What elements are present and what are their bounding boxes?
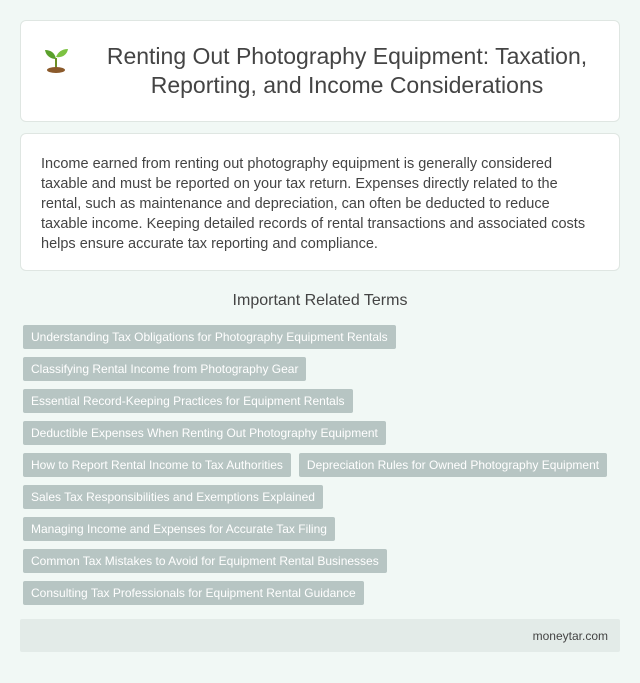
term-row bbox=[23, 453, 623, 485]
footer-site[interactable]: moneytar.com bbox=[532, 628, 608, 643]
related-term-tag[interactable]: Consulting Tax Professionals for Equipment Rental Guidance bbox=[23, 581, 364, 605]
intro-paragraph: Income earned from renting out photography equipment is generally considered taxable and must be reported on your tax return. Expenses directly related to the rental, such as maintenance and depreciation, can often be deducted to reduce taxable income. Keeping detailed records of rental transactions and associated costs helps ensure accurate tax reporting and compliance. bbox=[41, 156, 586, 252]
term-row bbox=[23, 325, 623, 357]
term-row bbox=[23, 389, 623, 421]
footer bbox=[20, 619, 620, 652]
term-row bbox=[23, 421, 623, 453]
term-row bbox=[23, 357, 623, 389]
related-term-tag[interactable]: Common Tax Mistakes to Avoid for Equipment Rental Businesses bbox=[23, 549, 387, 573]
title-card bbox=[20, 20, 620, 122]
term-row bbox=[23, 581, 623, 613]
related-term-tag[interactable]: Sales Tax Responsibilities and Exemptions Explained bbox=[23, 485, 323, 509]
related-term-tag[interactable]: Understanding Tax Obligations for Photography Equipment Rentals bbox=[23, 325, 396, 349]
related-term-tag[interactable]: How to Report Rental Income to Tax Authorities bbox=[23, 453, 291, 477]
related-term-tag[interactable]: Deductible Expenses When Renting Out Photography Equipment bbox=[23, 421, 386, 445]
page-title: Renting Out Photography Equipment: Taxation, Reporting, and Income Considerations bbox=[106, 43, 588, 98]
related-terms-list bbox=[23, 325, 623, 613]
title-wrap bbox=[21, 21, 619, 121]
related-term-tag[interactable]: Essential Record-Keeping Practices for Equipment Rentals bbox=[23, 389, 353, 413]
term-row bbox=[23, 549, 623, 581]
intro-card bbox=[20, 133, 620, 271]
related-term-tag[interactable]: Managing Income and Expenses for Accurate Tax Filing bbox=[23, 517, 335, 541]
term-row bbox=[23, 485, 623, 517]
related-term-tag[interactable]: Classifying Rental Income from Photography Gear bbox=[23, 357, 306, 381]
related-terms-heading: Important Related Terms bbox=[232, 292, 408, 309]
seedling-icon bbox=[41, 43, 71, 75]
term-row bbox=[23, 517, 623, 549]
related-term-tag[interactable]: Depreciation Rules for Owned Photography Equipment bbox=[299, 453, 607, 477]
